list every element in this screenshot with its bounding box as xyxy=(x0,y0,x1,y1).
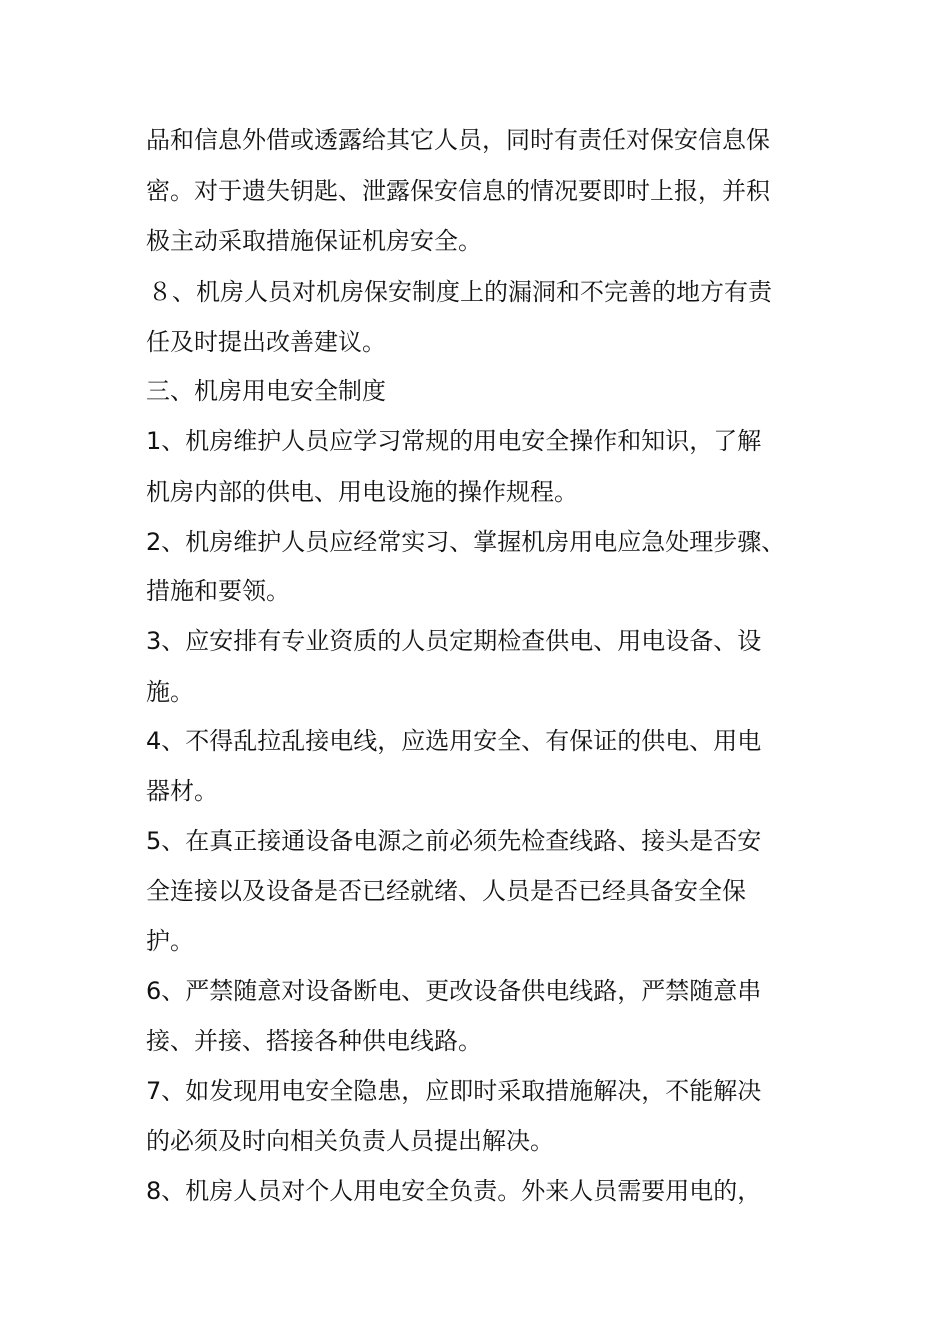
text-line: 1、机房维护人员应学习常规的用电安全操作和知识，了解 xyxy=(146,427,762,455)
text-line: 5、在真正接通设备电源之前必须先检查线路、接头是否安 xyxy=(146,827,762,855)
text-line: 任及时提出改善建议。 xyxy=(146,328,386,356)
text-line: 接、并接、搭接各种供电线路。 xyxy=(146,1027,482,1055)
section-heading: 三、机房用电安全制度 xyxy=(146,377,386,405)
text-line: 3、应安排有专业资质的人员定期检查供电、用电设备、设 xyxy=(146,627,762,655)
text-line: 密。对于遗失钥匙、泄露保安信息的情况要即时上报，并积 xyxy=(146,177,770,205)
text-line: 护。 xyxy=(146,927,194,955)
text-line: 8、机房人员对个人用电安全负责。外来人员需要用电的， xyxy=(146,1177,762,1205)
text-line: 2、机房维护人员应经常实习、掌握机房用电应急处理步骤、 xyxy=(146,528,786,556)
text-line: 极主动采取措施保证机房安全。 xyxy=(146,227,482,255)
text-line: 全连接以及设备是否已经就绪、人员是否已经具备安全保 xyxy=(146,877,746,905)
text-line: 措施和要领。 xyxy=(146,577,290,605)
text-line: 的必须及时向相关负责人员提出解决。 xyxy=(146,1127,554,1155)
text-line: ８、机房人员对机房保安制度上的漏洞和不完善的地方有责 xyxy=(148,278,772,306)
text-line: 7、如发现用电安全隐患，应即时采取措施解决，不能解决 xyxy=(146,1077,762,1105)
text-line: 6、严禁随意对设备断电、更改设备供电线路，严禁随意串 xyxy=(146,977,762,1005)
text-line: 4、不得乱拉乱接电线，应选用安全、有保证的供电、用电 xyxy=(146,727,762,755)
text-line: 器材。 xyxy=(146,777,218,805)
text-line: 施。 xyxy=(146,678,194,706)
text-line: 机房内部的供电、用电设施的操作规程。 xyxy=(146,478,578,506)
text-line: 品和信息外借或透露给其它人员，同时有责任对保安信息保 xyxy=(146,126,770,154)
